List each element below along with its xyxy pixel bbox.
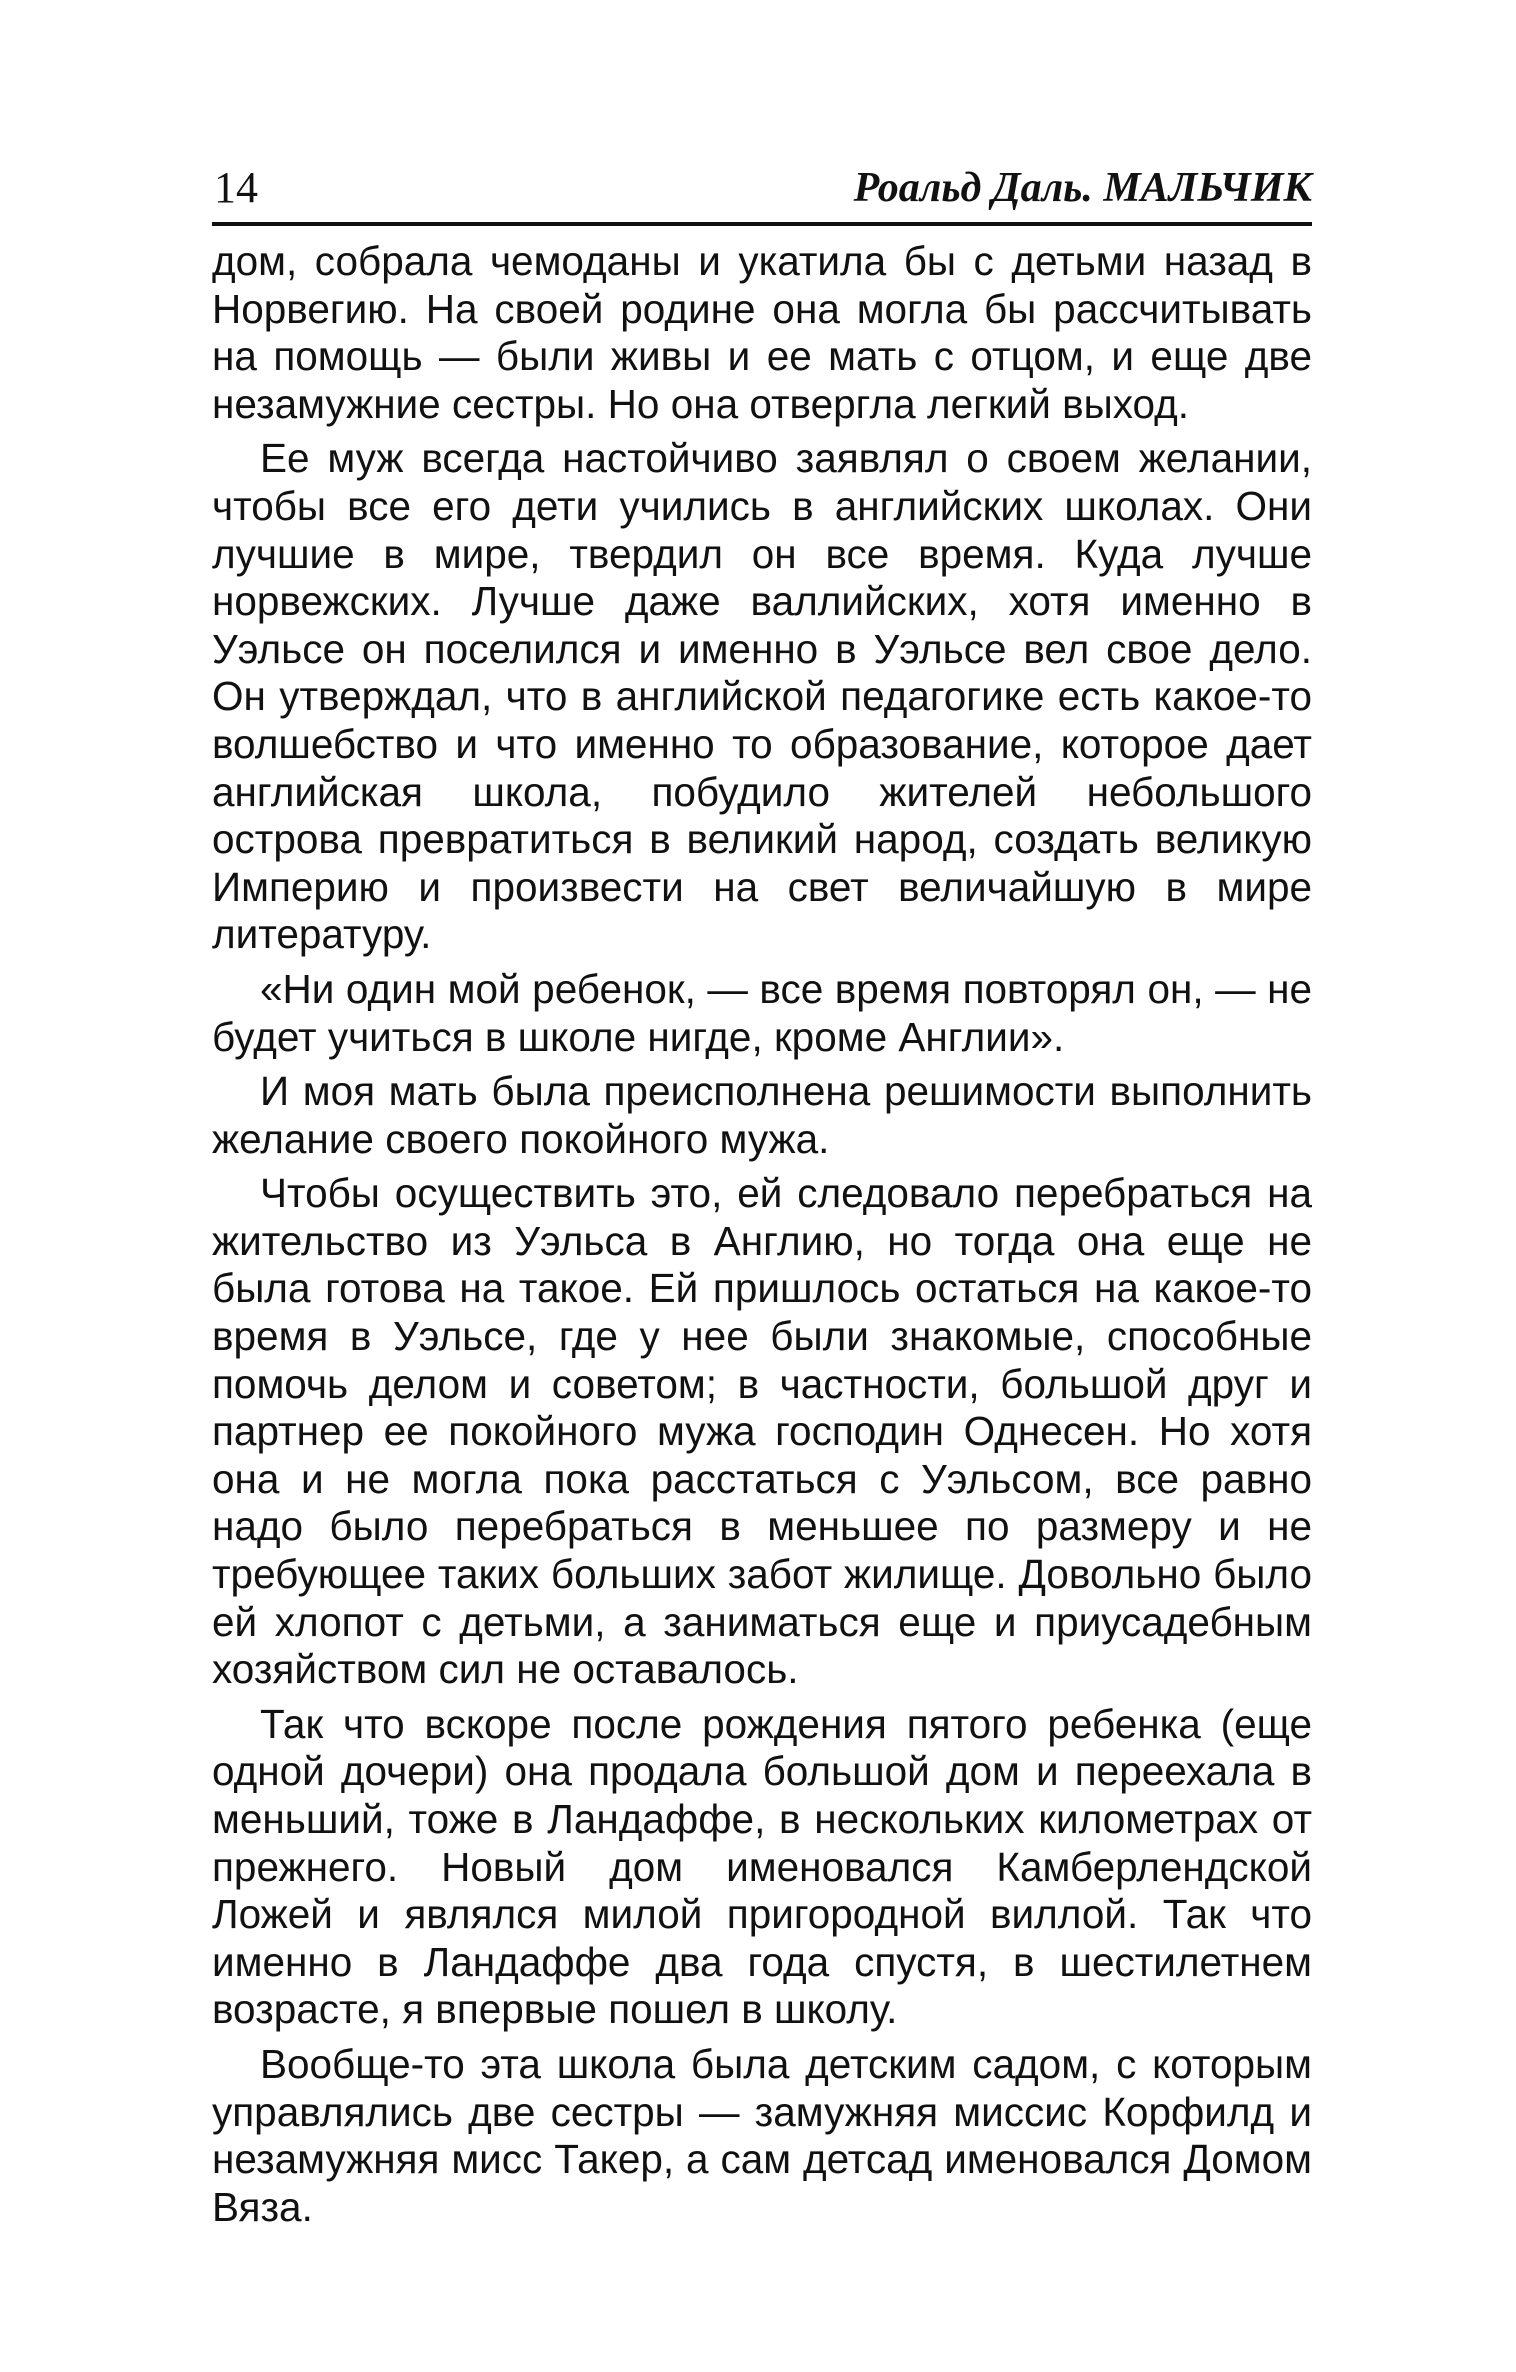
paragraph: Чтобы осуществить это, ей следовало перебраться на жительство из Уэльса в Англию, но тогда она еще не была готова на такое. Ей пришлось остаться на какое-то время в Уэльсе, где у нее были знакомые, способные помочь делом и советом; в частности, большой друг и партнер ее покойного мужа господин Однесен. Но хотя она и не могла пока расстаться с Уэльсом, все равно надо было перебраться в меньшее по размеру и не требующее таких больших забот жилище. Довольно было ей хлопот с детьми, а заниматься еще и приусадебным хозяйством сил не оставалось. <box>212 1170 1312 1693</box>
paragraph: Так что вскоре после рождения пятого ребенка (еще одной дочери) она продала большой дом и переехала в меньший, тоже в Ландаффе, в нескольких километрах от прежнего. Новый дом именовался Камберлендской Ложей и являлся милой пригородной виллой. Так что именно в Ландаффе два года спустя, в шестилетнем возрасте, я впервые пошел в школу. <box>212 1700 1312 2033</box>
paragraph: И моя мать была преисполнена решимости выполнить желание своего покойного мужа. <box>212 1068 1312 1162</box>
book-page <box>212 150 1312 2230</box>
paragraph: дом, собрала чемоданы и укатила бы с детьми назад в Норвегию. На своей родине она могла бы рассчитывать на помощь — были живы и ее мать с отцом, и еще две незамужние сестры. Но она отвергла легкий выход. <box>212 238 1312 427</box>
header-rule <box>212 222 1312 226</box>
paragraph: Вообще-то эта школа была детским садом, с которым управлялись две сестры — замужняя миссис Корфилд и незамужняя мисс Такер, а сам детсад именовался Домом Вяза. <box>212 2040 1312 2230</box>
paragraph: «Ни один мой ребенок, — все время повторял он, — не будет учиться в школе нигде, кроме Англии». <box>212 965 1312 1060</box>
running-head <box>212 150 1312 220</box>
page-number: 14 <box>214 163 258 212</box>
body-text <box>212 238 1312 2238</box>
paragraph: Ее муж всегда настойчиво заявлял о своем желании, чтобы все его дети учились в английских школах. Они лучшие в мире, твердил он все время. Куда лучше норвежских. Лучше даже валлийских, хотя именно в Уэльсе он поселился и именно в Уэльсе вел свое дело. Он утверждал, что в английской педагогике есть какое-то волшебство и что именно то образование, которое дает английская школа, побудило жителей небольшого острова превратиться в великий народ, создать великую Империю и произвести на свет величайшую в мире литературу. <box>212 435 1312 958</box>
running-title: Роальд Даль. МАЛЬЧИК <box>853 165 1312 211</box>
